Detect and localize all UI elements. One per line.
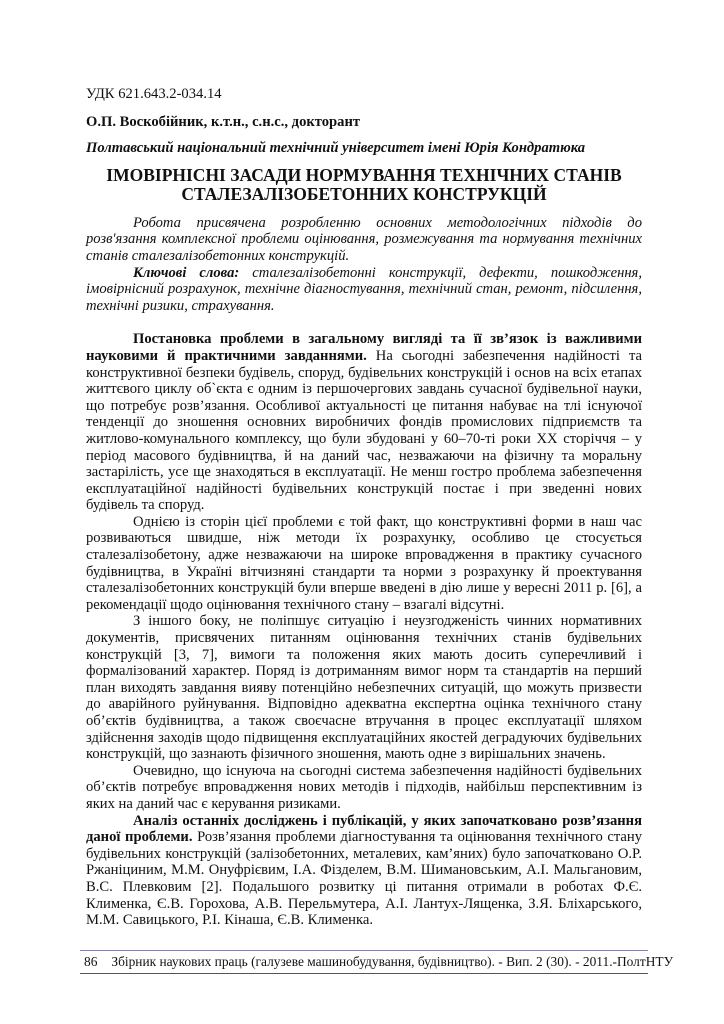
paragraph-text: Однією із сторін цієї проблеми є той факт, що конструктивні форми в наш час розвиваються швидше, ніж методи їх розрахунку, особливо це стосується сталезалізобетону, адже незважаючи на широке впровадження в практику сучасного будівництва, в Україні вітчизняні стандарти та норми з розрахунку й проектування сталезалізобетонних конструкцій були вперше введені в дію лише у вересні 2011 р. [6], а рекомендації щодо оцінювання технічного стану – взагалі відсутні. xyxy=(86,513,642,613)
section-heading: Аналіз останніх досліджень і публікацій, у яких започатковано розв’язання даної проблеми. xyxy=(86,812,642,846)
paragraph xyxy=(86,613,642,762)
page-number: 86 xyxy=(84,954,98,969)
paragraph-text: Розв’язання проблеми діагностування та оцінювання технічного стану будівельних конструкцій (залізобетонних, металевих, кам’яних) було започатковано О.Р. Ржаніциним, М.М. Онуфрієвим, І.А. Фізделем, В.М. Шимановським, А.І. Мальгановим, В.С. Плевковим [2]. Подальшого розвитку ці питання отримали в роботах Ф.Є. Клименка, Є.В. Горохова, А.В. Перельмутера, А.І. Лантух-Лященка, З.Я. Бліхарського, М.М. Савицького, Р.І. Кінаша, Є.В. Клименка. xyxy=(86,829,643,929)
paragraph xyxy=(86,813,642,929)
paragraph xyxy=(86,763,642,813)
udc-code: УДК 621.643.2-034.14 xyxy=(86,86,222,102)
article-page xyxy=(86,86,642,929)
paragraph-text: З іншого боку, не поліпшує ситуацію і неузгодженість чинних нормативних документів, присвячених питанням оцінювання технічних станів будівельних конструкцій [3, 7], вимоги та положення яких мають досить суперечливий і формалізований характер. Поряд із дотриманням вимог норм та стандартів на перший план виходять завдання вияву потенційно небезпечних ситуацій, що можуть призвести до аварійного руйнування. Відповідно адекватна експертна оцінка технічного стану об’єктів будівництва, а також своєчасне втручання в процес експлуатації шляхом здійснення заходів щодо підвищення експлуатаційних якостей деградуючих будівельних конструкцій, що зазнають фізичного зношення, мають одне з вирішальних значень. xyxy=(86,613,642,763)
paragraph-text: Очевидно, що існуюча на сьогодні система забезпечення надійності будівельних об’єктів потребує впровадження нових методів і підходів, найбільш перспективним із яких на даний час є керування ризиками. xyxy=(86,762,642,812)
section-heading: Постановка проблеми в загальному вигляді та її зв’язок із важливими науковими й практичними завданнями. xyxy=(86,331,642,364)
journal-citation: Збірник наукових праць (галузеве машинобудування, будівництво). - Вип. 2 (30). - 2011.-ПолтНТУ xyxy=(111,954,674,969)
keywords-label: Ключові слова: xyxy=(133,264,240,281)
page-footer xyxy=(80,950,674,974)
author-line: О.П. Воскобійник, к.т.н., с.н.с., докторант xyxy=(86,113,361,130)
paragraph xyxy=(86,331,642,514)
article-body xyxy=(86,331,642,928)
keywords-text: сталезалізобетонні конструкції, дефекти, пошкодження, імовірнісний розрахунок, технічне діагностування, технічний стан, ремонт, підсилення, технічні ризики, страхування. xyxy=(86,264,642,314)
affiliation: Полтавський національний технічний університет імені Юрія Кондратюка xyxy=(86,140,586,157)
keywords xyxy=(86,265,642,315)
paragraph-text: На сьогодні забезпечення надійності та конструктивної безпеки будівель, споруд, будівельних конструкцій і основ на всіх етапах життєвого циклу об`єкта є одним із першочергових завдань сучасної будівельної науки, що потребує розв’язання. Особливої актуальності це питання набуває на тлі існуючої тенденції до зношення основних виробничих фондів промислових підприємств та житлово-комунального комплексу, що були збудовані у 60–70-ті роки ХХ сторіччя – у період масового будівництва, й на даний час, незважаючи на фізичну та моральну застарілість, усе ще знаходяться в експлуатації. Не менш гостро проблема забезпечення експлуатаційної надійності будівельних конструкцій постає і при зведенні нових будівель та споруд. xyxy=(86,347,642,514)
article-title: ІМОВІРНІСНІ ЗАСАДИ НОРМУВАННЯ ТЕХНІЧНИХ СТАНІВ СТАЛЕЗАЛІЗОБЕТОННИХ КОНСТРУКЦІЙ xyxy=(106,164,622,204)
paragraph xyxy=(86,514,642,614)
abstract: Робота присвячена розробленню основних методологічних підходів до розв'язання комплексної проблеми оцінювання, розмежування та нормування технічних станів сталезалізобетонних конструкцій. xyxy=(86,214,642,264)
